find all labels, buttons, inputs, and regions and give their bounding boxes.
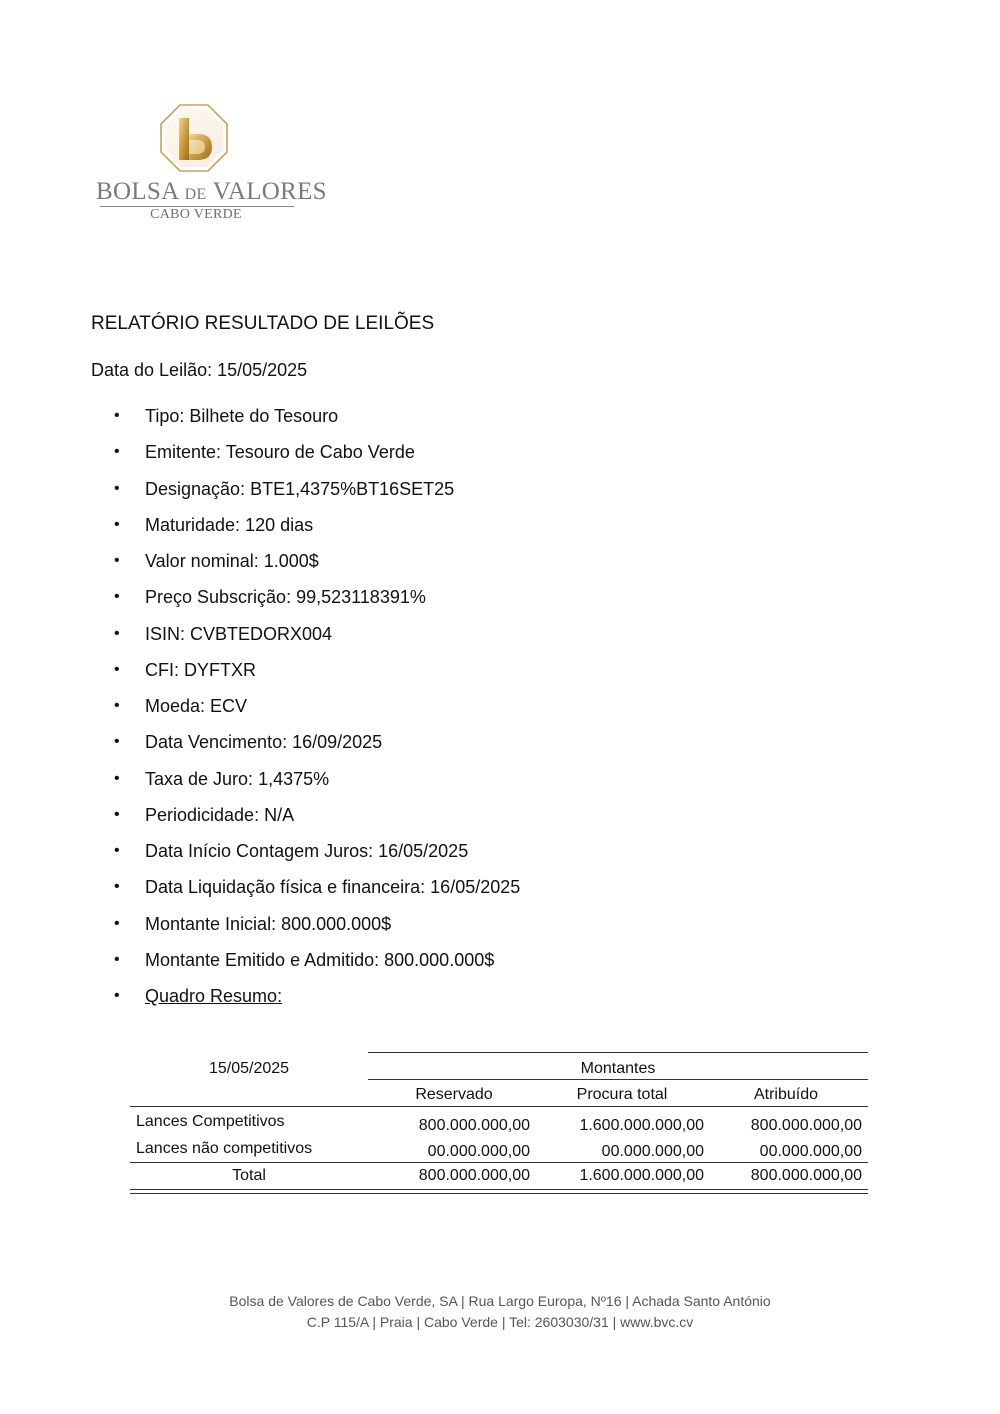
detail-text: Periodicidade: N/A [145,804,295,825]
bullet-icon: • [114,588,120,606]
detail-text: Emitente: Tesouro de Cabo Verde [145,442,415,463]
detail-text: Data Liquidação física e financeira: 16/05/2025 [145,877,521,898]
bullet-icon: • [114,515,120,533]
detail-text: Data Início Contagem Juros: 16/05/2025 [145,841,469,861]
bullet-icon: • [114,878,120,896]
bullet-icon: • [114,624,120,642]
detail-text: Maturidade: 120 dias [145,514,314,535]
detail-text: Taxa de Juro: 1,4375% [145,768,330,789]
column-header-reservado: Reservado [415,1086,493,1103]
detail-text: Preço Subscrição: 99,523118391% [145,587,426,608]
detail-text: Valor nominal: 1.000$ [145,551,319,571]
table-total-rule [130,1162,868,1163]
detail-item [0,398,520,434]
bullet-icon: • [114,769,120,787]
table-top-rule [368,1052,868,1053]
logo-subtitle: CABO VERDE [150,207,242,222]
logo-wordmark [96,178,327,206]
summary-link-item [0,978,520,1014]
bullet-icon: • [114,660,120,678]
bullet-icon: • [114,552,120,569]
logo-word-valores: VALORES [212,178,327,205]
logo-word-bolsa: BOLSA [96,178,179,205]
row-label-non-competitive: Lances não competitivos [136,1140,313,1157]
cell-noncompetitive-atribuido: 00.000.000,00 [759,1143,862,1160]
detail-item [0,616,520,652]
detail-text: Montante Emitido e Admitido: 800.000.000$ [145,949,495,970]
detail-item [0,942,520,978]
detail-item [0,833,520,869]
bvc-logo-icon [160,104,228,172]
company-logo [96,104,327,226]
report-title: RELATÓRIO RESULTADO DE LEILÕES [91,313,435,334]
column-header-atribuido: Atribuído [753,1086,819,1103]
quadro-resumo-link[interactable]: Quadro Resumo: [145,986,283,1006]
cell-total-procura: 1.600.000.000,00 [579,1167,704,1184]
detail-text: Designação: BTE1,4375%BT16SET25 [145,478,455,499]
bullet-icon: • [114,733,120,751]
detail-text: CFI: DYFTXR [145,659,256,680]
detail-text: ISIN: CVBTEDORX004 [145,623,333,644]
cell-total-atribuido: 800.000.000,00 [750,1167,862,1184]
detail-item [0,906,520,942]
bullet-icon: • [114,914,120,932]
table-bottom-double-rule [130,1189,868,1194]
detail-item [0,434,520,470]
cell-total-reservado: 800.000.000,00 [418,1167,530,1184]
detail-text: Tipo: Bilhete do Tesouro [145,406,339,426]
bullet-icon: • [114,842,120,859]
table-header-rule [130,1106,868,1107]
detail-text: Moeda: ECV [145,696,248,716]
detail-item [0,869,520,905]
detail-item [0,761,520,797]
row-label-total: Total [232,1167,266,1184]
table-group-rule [368,1079,868,1080]
detail-item [0,797,520,833]
detail-item [0,471,520,507]
cell-noncompetitive-reservado: 00.000.000,00 [427,1143,530,1160]
detail-item [0,507,520,543]
detail-item [0,543,520,579]
detail-item [0,688,520,724]
row-label-competitive: Lances Competitivos [136,1113,285,1130]
cell-competitive-atribuido: 800.000.000,00 [750,1117,862,1134]
table-date: 15/05/2025 [208,1060,290,1077]
bullet-icon: • [114,987,120,1004]
footer-address-line: Bolsa de Valores de Cabo Verde, SA | Rua Largo Europa, Nº16 | Achada Santo António [229,1293,771,1309]
bullet-icon: • [114,950,120,968]
cell-competitive-reservado: 800.000.000,00 [418,1117,530,1134]
detail-item [0,579,520,615]
detail-text: Montante Inicial: 800.000.000$ [145,913,392,934]
detail-text: Data Vencimento: 16/09/2025 [145,732,383,753]
bullet-icon: • [114,805,120,823]
bullet-icon: • [114,443,120,461]
footer-contact-line: C.P 115/A | Praia | Cabo Verde | Tel: 2603030/31 | www.bvc.cv [306,1314,694,1330]
detail-item [0,724,520,760]
bullet-icon: • [114,407,120,424]
bullet-icon: • [114,479,120,497]
bullet-icon: • [114,697,120,714]
logo-word-de: DE [184,186,207,203]
auction-details-list [0,398,520,1014]
auction-date: Data do Leilão: 15/05/2025 [91,360,308,380]
summary-table [130,1052,868,1194]
cell-noncompetitive-procura: 00.000.000,00 [601,1143,704,1160]
detail-item [0,652,520,688]
cell-competitive-procura: 1.600.000.000,00 [579,1117,704,1134]
page-footer [0,1291,1000,1333]
column-header-procura-total: Procura total [576,1086,668,1103]
table-group-header: Montantes [580,1060,656,1077]
